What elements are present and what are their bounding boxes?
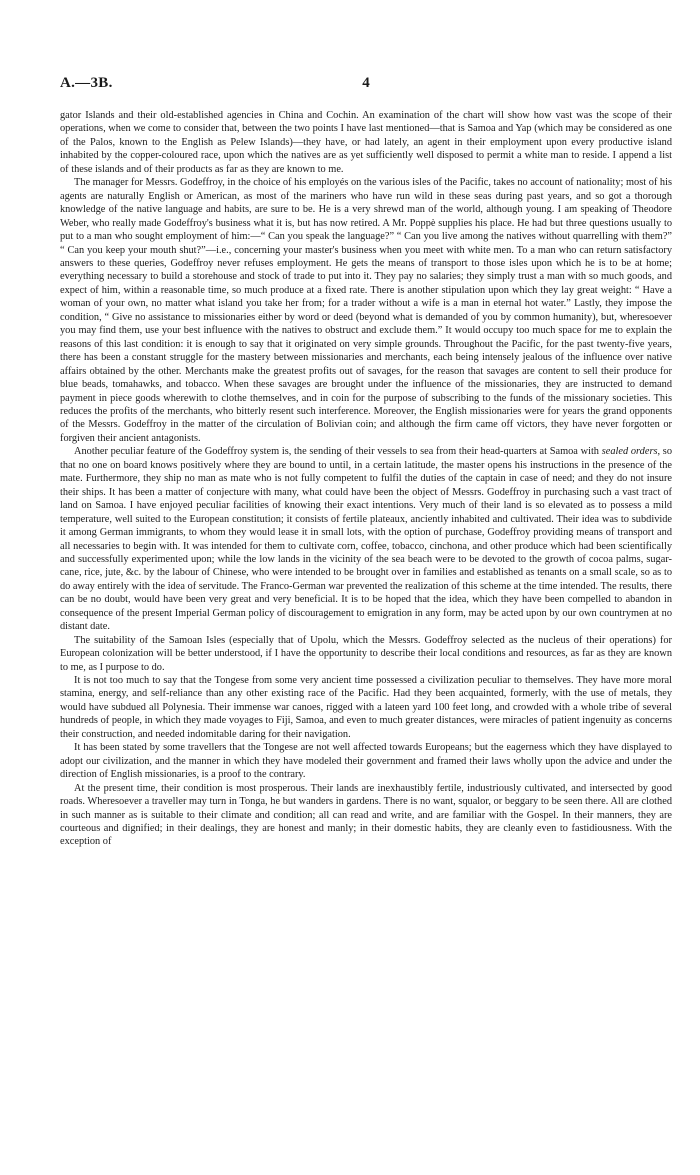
emphasized-text: sealed orders bbox=[601, 446, 658, 458]
body-text bbox=[60, 109, 672, 849]
paragraph-text: It has been stated by some travellers that the Tongese are not well affected towards Europeans; but the eagerness which they have displayed to adopt our civilization, and the manner in which they have modeled their government and framed their laws wholly upon the advice and under the direction of English missionaries, is a proof to the contrary. bbox=[60, 742, 672, 781]
paragraph-text: It is not too much to say that the Tongese from some very ancient time possessed a civilization peculiar to themselves. They have more moral stamina, energy, and self-reliance than any other existing race of the Pacific. Had they been acquainted, formerly, with the use of metals, they would have subdued all Polynesia. Their immense war canoes, rigged with a lateen yard 100 feet long, and crowded with a whole tribe of several hundreds of people, in which they made voyages to Fiji, Samoa, and even to much greater distances, were miracles of patient ingenuity as concerns their construction, and needed indomitable daring for their navigation. bbox=[60, 675, 672, 740]
paragraph-1 bbox=[60, 109, 672, 176]
paragraph-5 bbox=[60, 674, 672, 741]
paragraph-3 bbox=[60, 445, 672, 633]
page-header bbox=[60, 75, 672, 101]
page-number: 4 bbox=[362, 75, 370, 91]
paragraph-text: gator Islands and their old-established agencies in China and Cochin. An examination of the chart will show how vast was the scope of their operations, when we come to consider that, between the two points I have last mentioned—that is Samoa and Yap (which may be considered as one of the Palos, known to the English as Pelew Islands)—they have, or had lately, an agent in their employment upon every productive island inhabited by the copper-coloured race, upon which the natives are as yet sufficiently well disposed to permit a white man to reside. I append a list of these islands and of their products as far as they are known to me. bbox=[60, 110, 672, 175]
paragraph-6 bbox=[60, 741, 672, 781]
paragraph-text: The manager for Messrs. Godeffroy, in the choice of his employés on the various isles of the Pacific, takes no account of nationality; most of his agents are naturally English or American, as most of the mariners who have run wild in these seas during past years, and so got a thorough knowledge of the native language and habits, are sure to be. He is a very shrewd man of the world, although young. I am speaking of Theodore Weber, who really made Godeffroy's business what it is, but has now retired. A Mr. Poppè supplies his place. He had but three questions usually to put to a man who sought employment of him:—“ Can you speak the language?” “ Can you live among the natives without quarrelling with them?” “ Can you keep your mouth shut?”—i.e., concerning your master's business when you meet with white men. To a man who can return satisfactory answers to these queries, Godeffroy never refuses employment. He gets the means of transport to those isles upon which he is to be at home; everything necessary to build a storehouse and stock of trade to put into it. They pay no salaries; they simply trust a man with so much goods, and expect of him, within a reasonable time, so much produce at a fixed rate. There is another stipulation upon which they lay great weight: “ Have a woman of your own, no matter what island you take her from; for a trader without a wife is a man in eternal hot water.” Lastly, they impose the condition, “ Give no assistance to missionaries either by word or deed (beyond what is demanded of you by common humanity), but, wheresoever you may find them, use your best influence with the natives to obstruct and exclude them.” It would occupy too much space for me to explain the reasons of this last condition: it is enough to say that it originated on very simple grounds. Throughout the Pacific, for the past twenty-five years, there has been a constant struggle for the mastery between missionaries and merchants, each being intensely jealous of the influence over native affairs obtained by the other. Merchants make the greatest profits out of savages, for the reason that savages are content to sell their produce for blue beads, tomahawks, and tobacco. When these savages are brought under the influence of the missionaries, they are instructed to demand payment in piece goods wherewith to clothe themselves, and in coin for the purpose of subscribing to the funds of the missionary societies. This reduces the profits of the merchants, who bitterly resent such interference. Moreover, the English missionaries were for years the grand opponents of the Messrs. Godeffroy in the matter of the circulation of Bolivian coin; and although the firm came off victors, they have never forgotten or forgiven their ancient antagonists. bbox=[60, 177, 672, 444]
paragraph-2 bbox=[60, 176, 672, 445]
document-reference: A.—3B. bbox=[60, 75, 113, 91]
paragraph-text: Another peculiar feature of the Godeffroy system is, the sending of their vessels to sea from their head-quarters at Samoa with bbox=[74, 446, 602, 458]
paragraph-text: At the present time, their condition is most prosperous. Their lands are inexhaustibly fertile, industriously cultivated, and intersected by good roads. Wheresoever a traveller may turn in Tonga, he but wanders in gardens. There is no want, squalor, or beggary to be seen there. All are clothed in such manner as is suitable to their climate and condition; all can read and write, and are familiar with the Gospel. In their manners, they are courteous and dignified; in their dealings, they are honest and manly; in their domestic habits, they are cleanly even to fastidiousness. With the exception of bbox=[60, 782, 672, 848]
paragraph-text: The suitability of the Samoan Isles (especially that of Upolu, which the Messrs. Godeffroy selected as the nucleus of their operations) for European colonization will be better understood, if I have the opportunity to describe their local conditions and resources, as far as they are known to me, as I purpose to do. bbox=[60, 634, 672, 673]
paragraph-4 bbox=[60, 634, 672, 674]
document-page bbox=[60, 75, 672, 849]
paragraph-7 bbox=[60, 782, 672, 849]
paragraph-text-continued: , so that no one on board knows positively where they are bound to until, in a certain latitude, the master opens his instructions in the presence of the mate. Furthermore, they ship no man as mate who is not fully competent to fulfil the duties of the captain in case of need; and they do not insure their ships. It has been a matter of conjecture with many, what could have been the object of Messrs. Godeffroy in purchasing such a vast tract of land on Samoa. I have enjoyed peculiar facilities of knowing their exact intentions. Very much of their land is so elevated as to possess a mild temperature, well suited to the European constitution; it consists of fertile plateaux, anciently inhabited and cultivated. Their idea was to subdivide it among German immigrants, to whom they would lease it in small lots, with the option of purchase, Godeffroy providing means of transport and all necessaries to begin with. It was intended for them to cultivate corn, coffee, tobacco, cinchona, and other produce which had been scientifically and successfully experimented upon; while the low lands in the vicinity of the sea beach were to be devoted to the growth of cocoa palms, sugar-cane, rice, jute, &c. by the labour of Chinese, who were intended to be brought over in families and established as tenants on a small scale, so as to do away entirely with the idea of servitude. The Franco-German war prevented the realization of this scheme at the time intended. The results, there can be no doubt, would have been very great and very beneficial. It is to be hoped that the idea, which they have been compelled to abandon in consequence of the present Imperial German policy of discouragement to emigration in any form, may be acted upon by our own countrymen at no distant date. bbox=[60, 446, 673, 633]
